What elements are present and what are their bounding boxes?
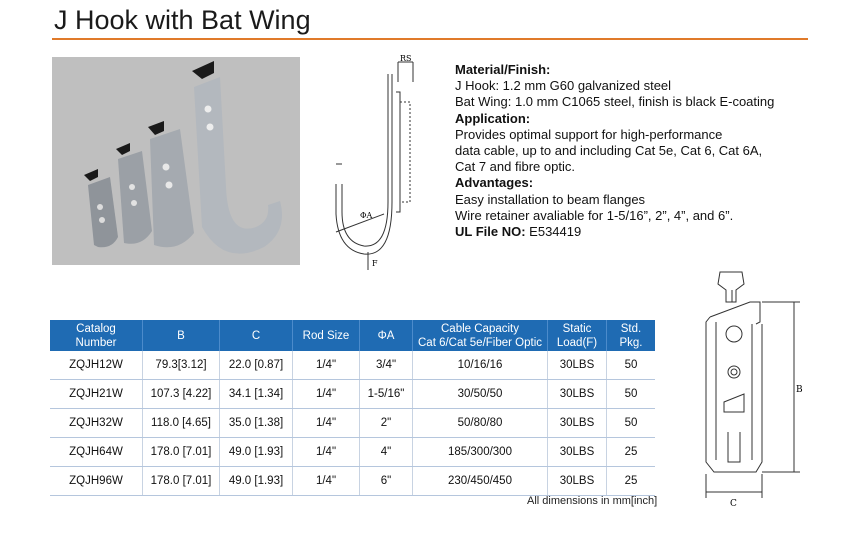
force-label: F (372, 259, 378, 268)
spec-line: J Hook: 1.2 mm G60 galvanized steel (455, 78, 672, 94)
col-catalog: Catalog Number (50, 320, 143, 351)
table-row: ZQJH12W 79.3[3.12] 22.0 [0.87] 1/4" 3/4" 10/16/16 30LBS 50 (50, 351, 655, 380)
product-photo (52, 57, 300, 265)
b-dimension-label: B (796, 385, 803, 395)
ul-file (455, 224, 835, 240)
col-static-load: Static Load(F) (548, 320, 607, 351)
table-row: ZQJH32W 118.0 [4.65] 35.0 [1.38] 1/4" 2" 50/80/80 30LBS 50 (50, 409, 655, 438)
bat-wing-diagram (680, 262, 810, 510)
table-row: ZQJH96W 178.0 [7.01] 49.0 [1.93] 1/4" 6" 230/450/450 30LBS 25 (50, 467, 655, 496)
page-title: J Hook with Bat Wing (54, 5, 311, 35)
j-hook-diagram (318, 52, 428, 277)
spec-heading-material: Material/Finish: (455, 62, 551, 77)
spec-line: Provides optimal support for high-performance (455, 126, 723, 142)
table-header-row (50, 320, 655, 351)
spec-line: data cable, up to and including Cat 5e, Cat 6, Cat 6A, (455, 143, 763, 159)
spec-line: Cat 7 and fibre optic. (455, 159, 575, 175)
c-dimension-label: C (730, 499, 737, 509)
spec-line: Easy installation to beam flanges (455, 191, 646, 207)
table-row: ZQJH21W 107.3 [4.22] 34.1 [1.34] 1/4" 1-5/16" 30/50/50 30LBS 50 (50, 380, 655, 409)
spec-heading-advantages: Advantages: (455, 175, 534, 191)
specifications (455, 62, 835, 240)
table-row: ZQJH64W 178.0 [7.01] 49.0 [1.93] 1/4" 4" 185/300/300 30LBS 25 (50, 438, 655, 467)
title-divider (52, 38, 808, 40)
dimension-note: All dimensions in mm[inch] (527, 495, 658, 507)
col-b: B (143, 320, 220, 351)
spec-line: Wire retainer avaliable for 1-5/16”, 2”, 4”, and 6”. (455, 207, 734, 223)
col-cable-capacity: Cable Capacity Cat 6/Cat 5e/Fiber Optic (413, 320, 548, 351)
col-pkg: Std. Pkg. (607, 320, 656, 351)
ul-value: E534419 (529, 224, 582, 240)
col-c: C (220, 320, 293, 351)
ul-label: UL File NO: (455, 224, 526, 240)
spec-line: Bat Wing: 1.0 mm C1065 steel, finish is black E-coating (455, 94, 775, 110)
spec-heading-application: Application: (455, 110, 531, 126)
angle-label: ΦA (360, 211, 373, 220)
col-rod-size: Rod Size (293, 320, 360, 351)
col-a: ΦA (360, 320, 413, 351)
dimension-table (50, 320, 655, 496)
rs-label: RS (400, 54, 412, 63)
